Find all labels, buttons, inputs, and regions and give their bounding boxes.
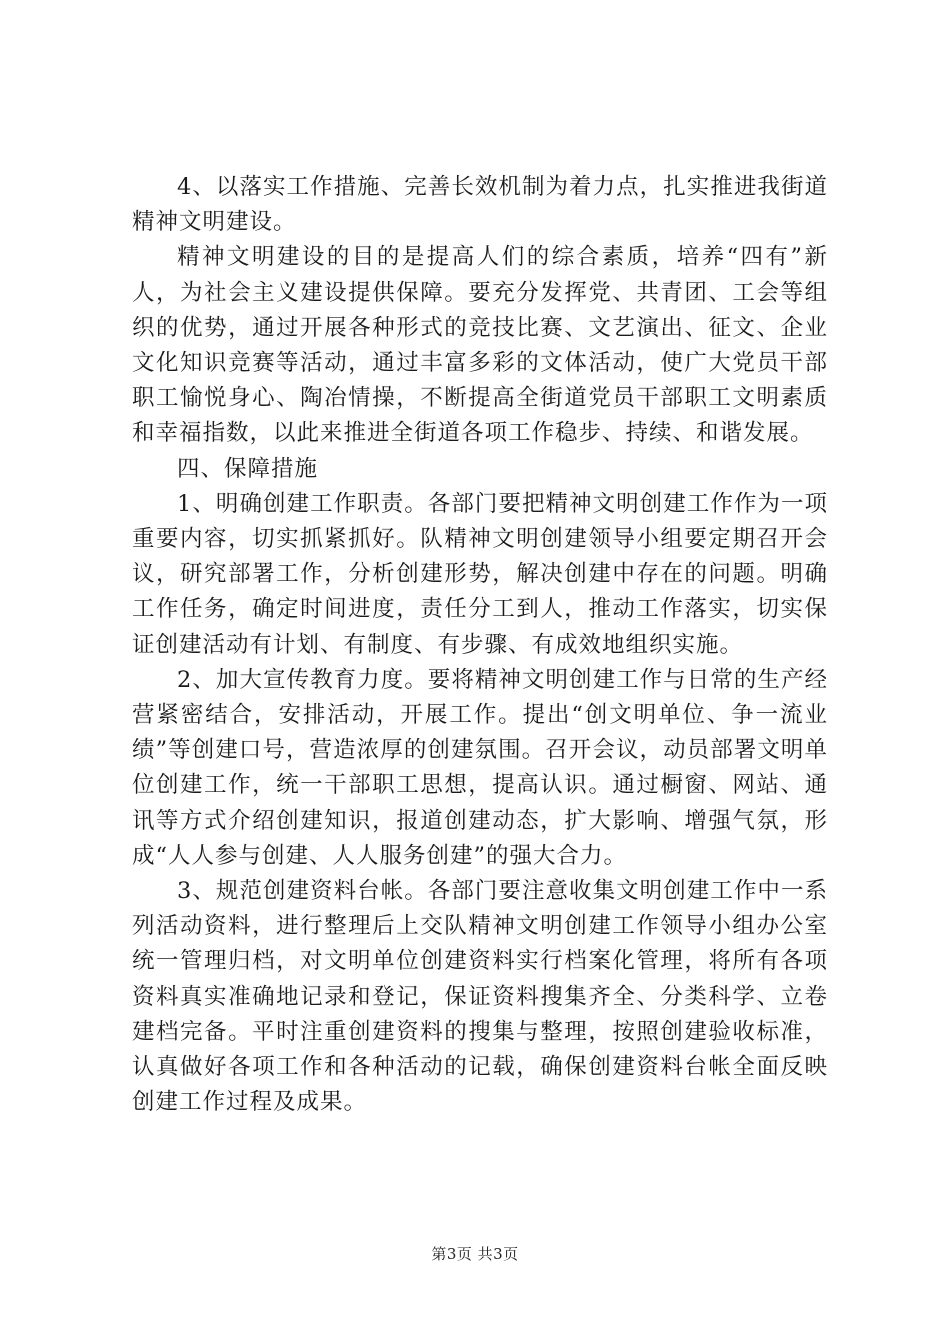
- section-heading-safeguards: 四、保障措施: [177, 455, 319, 482]
- paragraph-spiritual-civilization-goal: 精神文明建设的目的是提高人们的综合素质，培养“四有”新人，为社会主义建设提供保障。要充分发挥党、共青团、工会等组织的优势，通过开展各种形式的竞技比赛、文艺演出、征文、企业文化知识竞赛等活动，通过丰富多彩的文体活动，使广大党员干部职工愉悦身心、陶冶情操，不断提高全街道党员干部职工文明素质和幸福指数，以此来推进全街道各项工作稳步、持续、和谐发展。: [132, 244, 828, 447]
- paragraph-safeguard-3: 3、规范创建资料台帐。各部门要注意收集文明创建工作中一系列活动资料，进行整理后上交队精神文明创建工作领导小组办公室统一管理归档，对文明单位创建资料实行档案化管理，将所有各项资料真实准确地记录和登记，保证资料搜集齐全、分类科学、立卷建档完备。平时注重创建资料的搜集与整理，按照创建验收标准，认真做好各项工作和各种活动的记载，确保创建资料台帐全面反映创建工作过程及成果。: [132, 878, 828, 1116]
- page-footer: 第3页 共3页: [431, 1245, 519, 1263]
- paragraph-safeguard-1: 1、明确创建工作职责。各部门要把精神文明创建工作作为一项重要内容，切实抓紧抓好。队精神文明创建领导小组要定期召开会议，研究部署工作，分析创建形势，解决创建中存在的问题。明确工作任务，确定时间进度，责任分工到人，推动工作落实，切实保证创建活动有计划、有制度、有步骤、有成效地组织实施。: [132, 490, 828, 658]
- paragraph-item-4: 4、以落实工作措施、完善长效机制为着力点，扎实推进我街道精神文明建设。: [132, 174, 828, 236]
- paragraph-safeguard-2: 2、加大宣传教育力度。要将精神文明创建工作与日常的生产经营紧密结合，安排活动，开展工作。提出“创文明单位、争一流业绩”等创建口号，营造浓厚的创建氛围。召开会议，动员部署文明单位创建工作，统一干部职工思想，提高认识。通过橱窗、网站、通讯等方式介绍创建知识，报道创建动态，扩大影响、增强气氛，形成“人人参与创建、人人服务创建”的强大合力。: [132, 666, 828, 869]
- document-body: [132, 170, 828, 1120]
